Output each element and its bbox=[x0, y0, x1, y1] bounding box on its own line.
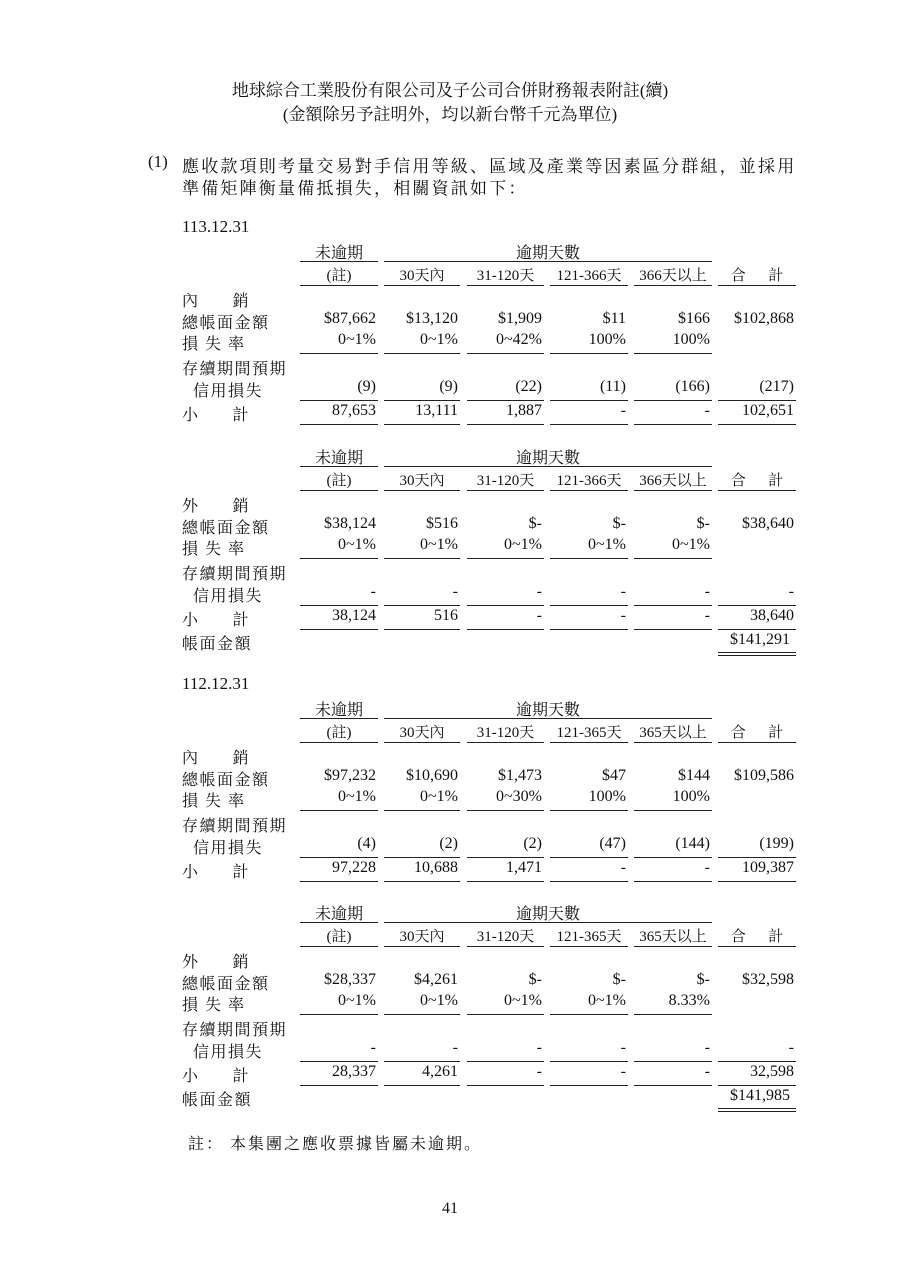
subtotal: 13,111 bbox=[415, 402, 458, 419]
subtotal: - bbox=[620, 859, 626, 876]
gross-amount: $97,232 bbox=[324, 767, 376, 784]
double-rule bbox=[718, 1108, 796, 1112]
loss-rate: 0~1% bbox=[338, 788, 376, 805]
rule bbox=[634, 424, 712, 425]
row-label-subtotal: 小 計 bbox=[182, 407, 251, 424]
column-header: 121-366天 bbox=[556, 473, 622, 489]
rule bbox=[718, 629, 796, 630]
header-not-due: 未逾期 bbox=[314, 906, 363, 923]
rule bbox=[718, 857, 796, 858]
row-label-ecl-2: 信用損失 bbox=[182, 383, 264, 400]
loss-rate: 0~42% bbox=[496, 331, 542, 348]
rule bbox=[634, 605, 712, 606]
column-header: (註) bbox=[326, 473, 352, 489]
rule bbox=[384, 810, 460, 811]
header-not-due: 未逾期 bbox=[314, 702, 363, 719]
rule bbox=[300, 558, 378, 559]
rule bbox=[384, 946, 460, 947]
loss-rate: 100% bbox=[672, 788, 710, 805]
row-label-subtotal: 小 計 bbox=[182, 1068, 251, 1085]
rule bbox=[384, 881, 460, 882]
rule bbox=[550, 629, 628, 630]
rule bbox=[634, 881, 712, 882]
rule bbox=[384, 1061, 460, 1062]
row-label-subtotal: 小 計 bbox=[182, 864, 251, 881]
header-past-due-days: 逾期天數 bbox=[515, 450, 580, 467]
header-past-due-days: 逾期天數 bbox=[515, 702, 580, 719]
subtotal: 1,887 bbox=[506, 402, 542, 419]
segment-label: 外 銷 bbox=[182, 498, 251, 515]
rule bbox=[467, 353, 544, 354]
expected-credit-loss: - bbox=[704, 1039, 710, 1056]
rule bbox=[300, 810, 378, 811]
gross-amount: $516 bbox=[426, 515, 458, 532]
expected-credit-loss: (144) bbox=[675, 835, 710, 852]
expected-credit-loss: - bbox=[370, 583, 376, 600]
column-header: 121-365天 bbox=[556, 725, 622, 741]
rule bbox=[467, 400, 544, 401]
column-header: 30天內 bbox=[399, 929, 445, 945]
rule bbox=[634, 629, 712, 630]
gross-amount: $87,662 bbox=[324, 310, 376, 327]
subtotal: 10,688 bbox=[414, 859, 458, 876]
header-past-due-days: 逾期天數 bbox=[515, 245, 580, 262]
rule bbox=[300, 1061, 378, 1062]
rule bbox=[550, 353, 628, 354]
rule bbox=[550, 424, 628, 425]
rule bbox=[634, 1014, 712, 1015]
rule bbox=[384, 605, 460, 606]
rule bbox=[550, 881, 628, 882]
gross-amount: $10,690 bbox=[406, 767, 458, 784]
gross-amount: $- bbox=[612, 971, 626, 988]
double-rule bbox=[718, 652, 796, 656]
rule bbox=[467, 1061, 544, 1062]
subtotal: 97,228 bbox=[332, 859, 376, 876]
expected-credit-loss: - bbox=[788, 1039, 794, 1056]
gross-amount: $109,586 bbox=[734, 767, 794, 784]
segment-label: 外 銷 bbox=[182, 954, 251, 971]
loss-rate: 0~1% bbox=[338, 992, 376, 1009]
row-label-ecl-2: 信用損失 bbox=[182, 1044, 264, 1061]
rule bbox=[384, 424, 460, 425]
rule bbox=[634, 1061, 712, 1062]
expected-credit-loss: - bbox=[620, 583, 626, 600]
column-header: 366天以上 bbox=[639, 268, 707, 284]
expected-credit-loss: (9) bbox=[439, 378, 458, 395]
rule bbox=[384, 857, 460, 858]
rule bbox=[300, 285, 378, 286]
subtotal: 1,471 bbox=[506, 859, 542, 876]
expected-credit-loss: - bbox=[452, 1039, 458, 1056]
loss-rate: 0~1% bbox=[504, 536, 542, 553]
rule bbox=[718, 742, 796, 743]
column-header: 31-120天 bbox=[476, 725, 535, 741]
expected-credit-loss: - bbox=[536, 1039, 542, 1056]
gross-amount: $166 bbox=[678, 310, 710, 327]
row-label-loss-rate: 損 失 率 bbox=[182, 336, 246, 353]
column-header: 合 計 bbox=[730, 268, 784, 284]
loss-rate: 0~1% bbox=[338, 536, 376, 553]
column-header: (註) bbox=[326, 725, 352, 741]
expected-credit-loss: (217) bbox=[759, 378, 794, 395]
rule bbox=[634, 810, 712, 811]
gross-amount: $- bbox=[528, 971, 542, 988]
gross-amount: $1,473 bbox=[498, 767, 542, 784]
expected-credit-loss: - bbox=[536, 583, 542, 600]
subtotal: - bbox=[536, 1063, 542, 1080]
gross-amount: $1,909 bbox=[498, 310, 542, 327]
subtotal: - bbox=[620, 607, 626, 624]
column-header: 365天以上 bbox=[639, 725, 707, 741]
column-header: 合 計 bbox=[730, 473, 784, 489]
loss-rate: 0~1% bbox=[420, 331, 458, 348]
period-date-112: 112.12.31 bbox=[182, 674, 250, 693]
rule bbox=[300, 261, 378, 262]
subtotal: 87,653 bbox=[332, 402, 376, 419]
rule bbox=[300, 1085, 378, 1086]
rule bbox=[634, 400, 712, 401]
rule bbox=[718, 1061, 796, 1062]
column-header: (註) bbox=[326, 268, 352, 284]
column-header: 121-366天 bbox=[556, 268, 622, 284]
expected-credit-loss: - bbox=[620, 1039, 626, 1056]
rule bbox=[300, 857, 378, 858]
rule bbox=[384, 353, 460, 354]
expected-credit-loss: - bbox=[370, 1039, 376, 1056]
row-label-ecl: 存續期間預期 bbox=[182, 566, 288, 583]
subtotal: - bbox=[704, 859, 710, 876]
rule bbox=[384, 400, 460, 401]
header-not-due: 未逾期 bbox=[314, 450, 363, 467]
rule bbox=[384, 490, 460, 491]
rule bbox=[384, 629, 460, 630]
rule bbox=[718, 946, 796, 947]
loss-rate: 0~1% bbox=[588, 536, 626, 553]
header-not-due: 未逾期 bbox=[314, 245, 363, 262]
rule bbox=[467, 605, 544, 606]
column-header: 30天內 bbox=[399, 725, 445, 741]
row-label-loss-rate: 損 失 率 bbox=[182, 997, 246, 1014]
carrying-amount-total: $141,985 bbox=[730, 1087, 790, 1104]
column-header: 31-120天 bbox=[476, 929, 535, 945]
column-header: 30天內 bbox=[399, 473, 445, 489]
rule bbox=[300, 353, 378, 354]
rule bbox=[467, 629, 544, 630]
rule bbox=[550, 810, 628, 811]
gross-amount: $38,640 bbox=[742, 515, 794, 532]
rule bbox=[550, 1061, 628, 1062]
rule bbox=[550, 946, 628, 947]
subtotal: 109,387 bbox=[742, 859, 794, 876]
row-label-ecl: 存續期間預期 bbox=[182, 361, 288, 378]
loss-rate: 0~1% bbox=[420, 992, 458, 1009]
expected-credit-loss: (2) bbox=[523, 835, 542, 852]
rule bbox=[550, 285, 628, 286]
rule bbox=[634, 742, 712, 743]
rule bbox=[384, 742, 460, 743]
loss-rate: 0~1% bbox=[504, 992, 542, 1009]
document-title: 地球綜合工業股份有限公司及子公司合併財務報表附註(續) bbox=[231, 81, 669, 100]
rule bbox=[300, 881, 378, 882]
subtotal: 516 bbox=[434, 607, 458, 624]
gross-amount: $144 bbox=[678, 767, 710, 784]
intro-line-2: 準備矩陣衡量備抵損失，相關資訊如下： bbox=[182, 179, 528, 198]
rule bbox=[718, 400, 796, 401]
rule bbox=[550, 605, 628, 606]
column-header: 31-120天 bbox=[476, 268, 535, 284]
rule bbox=[550, 1085, 628, 1086]
loss-rate: 0~1% bbox=[420, 536, 458, 553]
row-label-loss-rate: 損 失 率 bbox=[182, 541, 246, 558]
expected-credit-loss: (11) bbox=[599, 378, 626, 395]
header-past-due-days: 逾期天數 bbox=[515, 906, 580, 923]
subtotal: 4,261 bbox=[422, 1063, 458, 1080]
row-label-ecl: 存續期間預期 bbox=[182, 1022, 288, 1039]
period-date-113: 113.12.31 bbox=[182, 217, 250, 236]
rule bbox=[467, 490, 544, 491]
rule bbox=[634, 1085, 712, 1086]
loss-rate: 100% bbox=[588, 331, 626, 348]
gross-amount: $47 bbox=[602, 767, 626, 784]
subtotal: 38,124 bbox=[332, 607, 376, 624]
column-header: 合 計 bbox=[730, 929, 784, 945]
expected-credit-loss: (199) bbox=[759, 835, 794, 852]
rule bbox=[467, 1014, 544, 1015]
rule bbox=[467, 881, 544, 882]
rule bbox=[384, 558, 460, 559]
subtotal: - bbox=[704, 402, 710, 419]
expected-credit-loss: (4) bbox=[357, 835, 376, 852]
rule bbox=[634, 353, 712, 354]
rule bbox=[467, 810, 544, 811]
rule bbox=[718, 285, 796, 286]
row-label-loss-rate: 損 失 率 bbox=[182, 793, 246, 810]
gross-amount: $102,868 bbox=[734, 310, 794, 327]
rule bbox=[300, 922, 378, 923]
rule bbox=[718, 605, 796, 606]
rule bbox=[384, 1085, 460, 1086]
rule bbox=[467, 742, 544, 743]
rule bbox=[300, 490, 378, 491]
row-label-gross: 總帳面金額 bbox=[182, 976, 270, 993]
row-label-gross: 總帳面金額 bbox=[182, 520, 270, 537]
rule bbox=[550, 558, 628, 559]
rule bbox=[384, 261, 712, 262]
rule bbox=[384, 922, 712, 923]
footnote: 註： 本集團之應收票據皆屬未逾期。 bbox=[188, 1136, 483, 1153]
column-header: 121-365天 bbox=[556, 929, 622, 945]
rule bbox=[550, 490, 628, 491]
row-label-ecl: 存續期間預期 bbox=[182, 818, 288, 835]
rule bbox=[467, 1085, 544, 1086]
row-label-gross: 總帳面金額 bbox=[182, 772, 270, 789]
rule bbox=[300, 742, 378, 743]
rule bbox=[300, 946, 378, 947]
rule bbox=[550, 857, 628, 858]
intro-line-1: 應收款項則考量交易對手信用等級、區域及產業等因素區分群組，並採用 bbox=[182, 157, 797, 176]
rule bbox=[634, 946, 712, 947]
rule bbox=[550, 742, 628, 743]
rule bbox=[384, 285, 460, 286]
subtotal: 38,640 bbox=[750, 607, 794, 624]
row-label-ecl-2: 信用損失 bbox=[182, 840, 264, 857]
loss-rate: 0~1% bbox=[420, 788, 458, 805]
expected-credit-loss: (2) bbox=[439, 835, 458, 852]
row-label-ecl-2: 信用損失 bbox=[182, 588, 264, 605]
rule bbox=[467, 285, 544, 286]
segment-label: 內 銷 bbox=[182, 293, 251, 310]
column-header: 31-120天 bbox=[476, 473, 535, 489]
expected-credit-loss: (47) bbox=[599, 835, 626, 852]
subtotal: - bbox=[704, 607, 710, 624]
column-header: 365天以上 bbox=[639, 929, 707, 945]
gross-amount: $11 bbox=[602, 310, 626, 327]
rule bbox=[300, 718, 378, 719]
rule bbox=[384, 466, 712, 467]
gross-amount: $- bbox=[528, 515, 542, 532]
column-header: (註) bbox=[326, 929, 352, 945]
rule bbox=[300, 466, 378, 467]
subtotal: 102,651 bbox=[742, 402, 794, 419]
rule bbox=[550, 400, 628, 401]
gross-amount: $13,120 bbox=[406, 310, 458, 327]
loss-rate: 0~30% bbox=[496, 788, 542, 805]
rule bbox=[300, 1014, 378, 1015]
loss-rate: 0~1% bbox=[338, 331, 376, 348]
expected-credit-loss: - bbox=[788, 583, 794, 600]
rule bbox=[634, 558, 712, 559]
column-header: 366天以上 bbox=[639, 473, 707, 489]
subtotal: 28,337 bbox=[332, 1063, 376, 1080]
loss-rate: 100% bbox=[588, 788, 626, 805]
rule bbox=[634, 285, 712, 286]
gross-amount: $- bbox=[696, 971, 710, 988]
rule bbox=[467, 857, 544, 858]
gross-amount: $32,598 bbox=[742, 971, 794, 988]
item-number: (1) bbox=[148, 152, 168, 171]
gross-amount: $28,337 bbox=[324, 971, 376, 988]
expected-credit-loss: - bbox=[704, 583, 710, 600]
expected-credit-loss: (166) bbox=[675, 378, 710, 395]
rule bbox=[300, 424, 378, 425]
row-label-carrying-amount: 帳面金額 bbox=[182, 1092, 253, 1109]
gross-amount: $- bbox=[612, 515, 626, 532]
rule bbox=[300, 605, 378, 606]
page-number: 41 bbox=[442, 1200, 458, 1217]
loss-rate: 100% bbox=[672, 331, 710, 348]
rule bbox=[634, 857, 712, 858]
gross-amount: $4,261 bbox=[414, 971, 458, 988]
loss-rate: 0~1% bbox=[588, 992, 626, 1009]
expected-credit-loss: - bbox=[452, 583, 458, 600]
column-header: 合 計 bbox=[730, 725, 784, 741]
rule bbox=[550, 1014, 628, 1015]
rule bbox=[300, 629, 378, 630]
segment-label: 內 銷 bbox=[182, 750, 251, 767]
rule bbox=[718, 490, 796, 491]
subtotal: - bbox=[536, 607, 542, 624]
rule bbox=[384, 1014, 460, 1015]
expected-credit-loss: (22) bbox=[515, 378, 542, 395]
loss-rate: 0~1% bbox=[672, 536, 710, 553]
gross-amount: $38,124 bbox=[324, 515, 376, 532]
expected-credit-loss: (9) bbox=[357, 378, 376, 395]
document-subtitle: (金額除另予註明外，均以新台幣千元為單位) bbox=[282, 105, 618, 124]
column-header: 30天內 bbox=[399, 268, 445, 284]
subtotal: - bbox=[620, 402, 626, 419]
rule bbox=[384, 718, 712, 719]
carrying-amount-total: $141,291 bbox=[730, 631, 790, 648]
row-label-subtotal: 小 計 bbox=[182, 612, 251, 629]
gross-amount: $- bbox=[696, 515, 710, 532]
subtotal: - bbox=[704, 1063, 710, 1080]
rule bbox=[718, 424, 796, 425]
rule bbox=[467, 946, 544, 947]
rule bbox=[718, 881, 796, 882]
loss-rate: 8.33% bbox=[668, 992, 710, 1009]
rule bbox=[718, 1085, 796, 1086]
subtotal: 32,598 bbox=[750, 1063, 794, 1080]
rule bbox=[467, 424, 544, 425]
row-label-carrying-amount: 帳面金額 bbox=[182, 636, 253, 653]
rule bbox=[467, 558, 544, 559]
row-label-gross: 總帳面金額 bbox=[182, 315, 270, 332]
rule bbox=[634, 490, 712, 491]
rule bbox=[300, 400, 378, 401]
subtotal: - bbox=[620, 1063, 626, 1080]
